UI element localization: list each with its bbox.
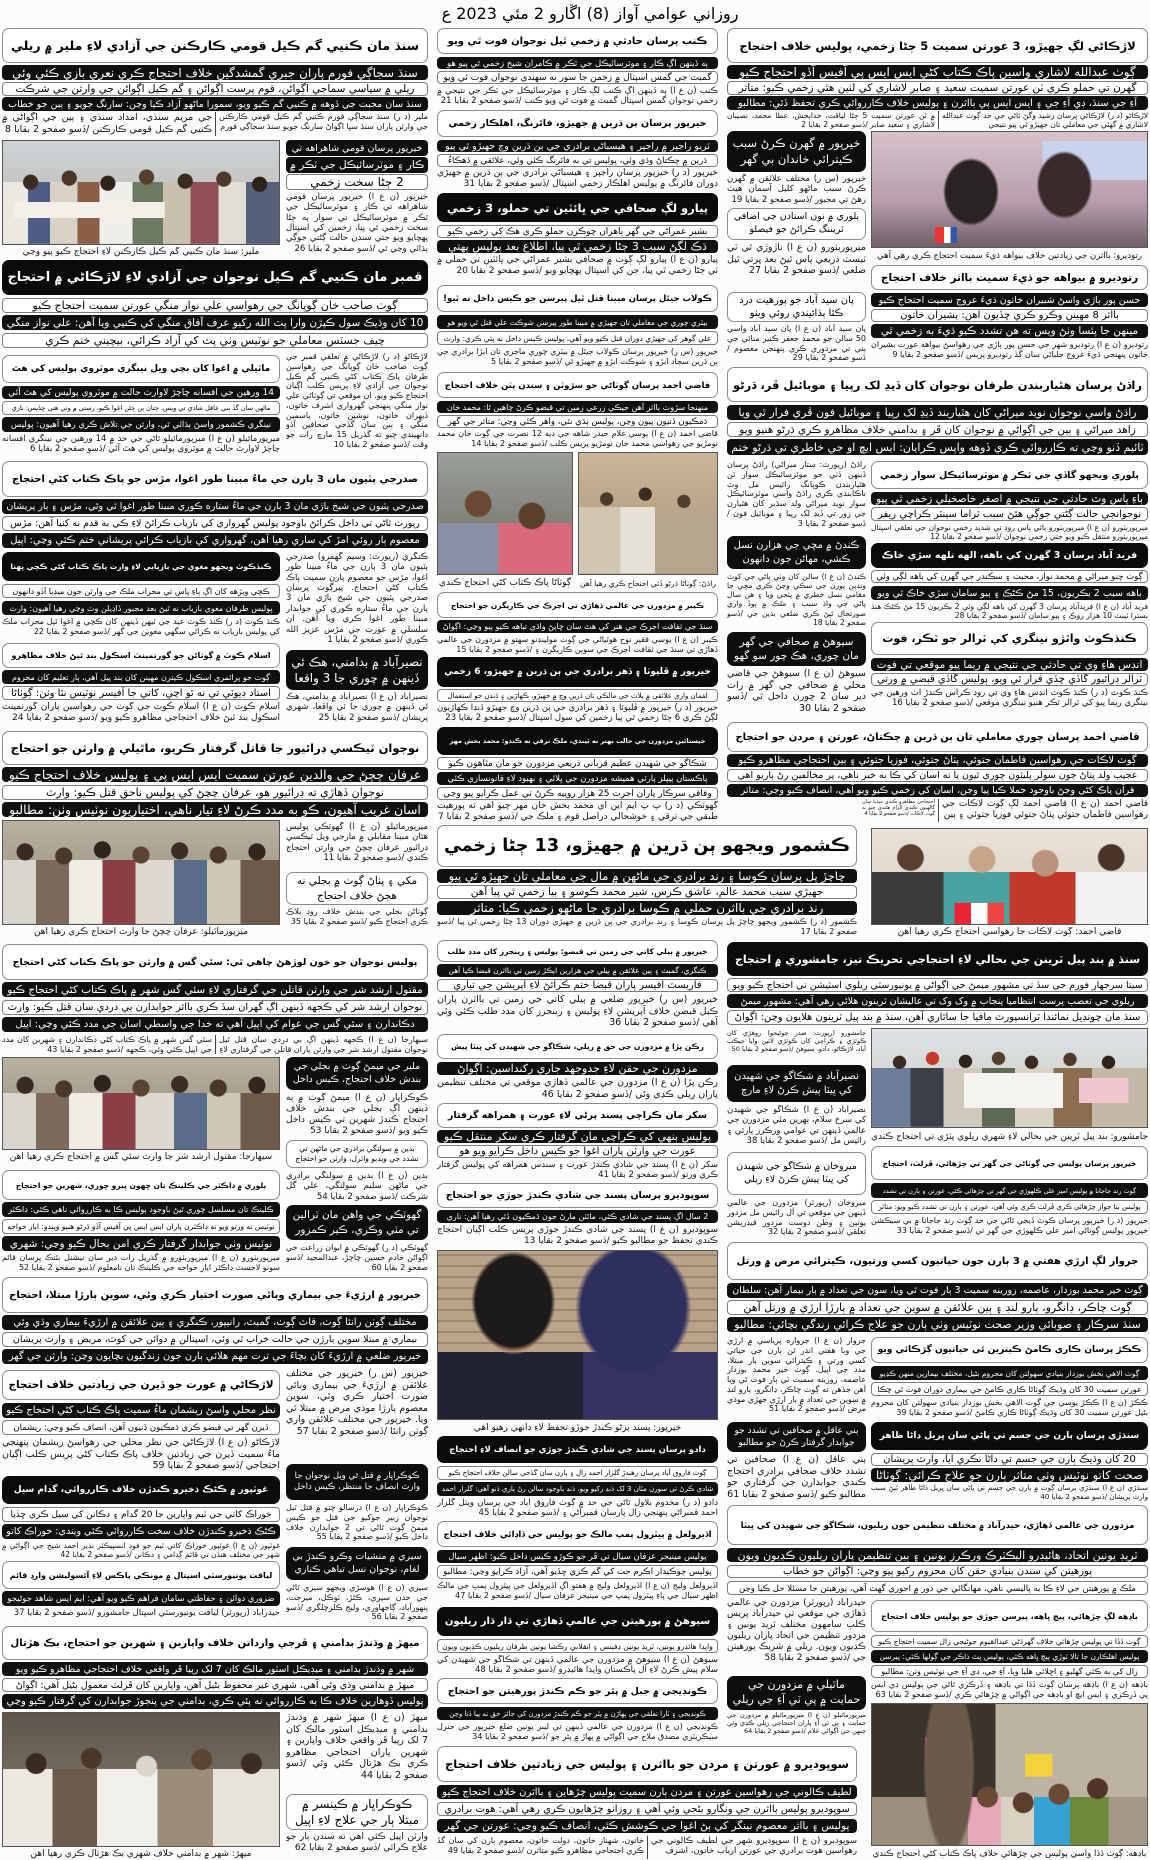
subhead: مزدورن جي حقن لاءِ جدوجهد جاري رکنداسين: اڳواڻ [437,1062,718,1075]
photo-caption: رتوديرو: بااثرن جي زيادتين خلاف بيواهه ڌيءَ سميت احتجاج ڪري رهي آهي [877,250,1142,261]
body-text: ميرپوربٺورو (ن ع ا) ناڙوڙي ٿي ٽي ٽيسٽ ذريعي پاس ٿيڻ بعد ڀرتي ٿيل ضلعي /ڏسو صفحو 2 بقايا 27 [727,242,866,277]
headline: سکر مان ڪراچي پسند پرڻي لاءِ عورت ۽ همراهه گرفتار [437,1103,718,1128]
body-text: دادو (د ر) مخدوم بلاول ٿاڻي جي حد ۾ ڳوٺ فاروق آباد جي پرسان ويٺل گلزار احمد قمبراڻي پنهنجي زال پارسان قمبراڻي ۽ /ڏسو صفحو 2 بقايا 45 [437,1498,718,1518]
subhead: بيماري ۾ مبتلا سوين ٻارڙن جي حالت خراب ٿي وئي، اسپتالن ۾ دوائن جي کوٽ، مريض ۽ وارث پريشان [2,1332,428,1347]
brief-title: بدين ۾ سولنگي برادري جي ماڻهن تي تشدد جي ويڊيو وائرل، وارثن جو احتجاج [286,1140,428,1168]
subhead: سيتا سرجهار فورم جي سڏ تي مشهور ميمڻ جي اڳواڻي ۾ يونيورسٽي ريلوي اسٽيشن تي احتجاج ڪيو ويو [727,978,1148,992]
headline: سنڌڙي پرسان ٻارن جي جسم تي پاڻي سان ڀريل داڻا ظاهر [871,1422,1148,1450]
subhead: ميهڙ ۾ بدامني وڌي وئي آهي، شهري غير محفوظ بڻيل آهن، واپارين کان ڦرلٽ معمول بڻيل آهي: اڳواڻ [2,1678,428,1692]
headline: خيرپور ۾ ارڙيءَ جي بيماري وبائي صورت اختيار ڪري وئي، سوين ٻارڙا مبتلا، احتجاج [2,1277,428,1313]
subhead: ڳوٺ چنو ميراڻي ۾ محمد نواز، محبت ۽ سڪندر جي گهرن کي باهه لڳي وئي [871,570,1148,583]
body-text: سيري (ن ع ا) هوسڙي ويجهو سيري ٿاڻي جي حدن سيري، ڪٿڙ، ٽوڪل، ميرجت، پنهورآباد، ڳاجهاوري، وليج ڪلرچلگري /ڏسو صفحو 2 بقايا 56 [286,1583,428,1622]
subhead: بااثر 8 مهينن وڪرو ڪري ڇڏيون آهن: بشيران خاتون [871,309,1148,322]
subhead: ڪلينڪ تان مسلسل چوري ٿيڻ باوجود پوليس ڪا به ڪارروائي ناهي ڪئي: ڊاڪٽر [2,1202,280,1217]
subhead: لقمان واري علائقي ۾ پلاٽ جي مالڪي تان ڌرين وچ ۾ جهيڙو، ڪهاڙين ۽ ڏنڊن جو استعمال [437,689,718,702]
subhead: ڳوٺ عبدالله لاشاري واسين پاڪ ڪتاب کڻي ايس ايس پي آفيس آڏو احتجاج ڪيو [727,65,1148,79]
subhead: سنڌ سان محبت جي ڏوهه ۾ ڪنيي گم ڪيو ويو، سمورا ماڻهو آزاد ڪيا وڃن: سارنگ جويو ۽ ٻين جو خطاب [2,97,428,111]
brief-title: ميروخان ۾ شڪاگو جي شهيدن کي ڀيٽا پيش ڪرڻ لاءِ ريلي [727,1152,866,1195]
subhead: بشير عمراڻي جي گهر ٻاهران چوڪرن حملو ڪري هڪ کي زخمي ڪيو [437,225,718,238]
body-text: خيرپور (س ر) خيرپور ضلعي ۾ ٻيلي کاتي جي زمين تي بااثرن پاران ڪيل قبضن خلاف آپريشن لاءِ پوليس ۽ رينجرز کان مدد طلب ڪئي وئي آهي /ڏسو صفحو 2 بقايا 36 [437,994,718,1029]
subhead: ڳوٺ ڏڏا تي پوليس چڙهائي خلاف گهرڌڻي عبدالقيوم جوڻيجي زال سميت احتجاج ڪيو [871,1635,1148,1648]
subhead: سنڌ مان چونڊيل نمائندا ٽرانسپورٽ مافيا جا ساٿاري آهن، سنڌ ۾ بند پيل ٽرينون هلايون وڃن: اڳواڻ [727,1010,1148,1025]
headline: لياقت يونيورسٽي اسپتال ۾ مونڪي پاڪس لاءِ آئسوليشن وارڊ قائم [2,1561,280,1589]
headline: باڊهه لڳ چڙهائي، پيچ ڀاهه، پيرسن جوڙي جو پوليس خلاف احتجاج [871,1600,1148,1632]
subhead: صحت کاتو نوٽيس وٺي متاثر ٻارن جو علاج ڪرائي: ڳوٺاڻا [871,1468,1148,1482]
body-text: احتجاجي مظاهرو ڪندي ميڊيا سان ڳالهيون ڪندي الزام هڻندي چيو ته ڳوٺ لاڪات /ڏسو صفحو 2 بقايا 4 [862,799,935,818]
brief-title: نصيرآباد ۾ بدامني، هڪ ئي ڏينهن ۾ چوري جا 3 واقعا [286,650,428,690]
body-text: ملير (د ر) سنڌ سجاڳي فورم ڪنيي گم ڪيل قومي ڪارڪنن جي وارثن پاران سنڌ سڀا اڳواڻ سارنگ جويو سنڌ سجاڳي فورم [215,112,428,136]
body-text: لاڙڪاڻو (ن ع ا) لاڙڪاڻي جي نظر محلي جي رهواسڻ ريشمان پنهنجي ماءُ سميت ڏيرن جي زيادتين خلاف پاڪ ڪتاب کڻي پريس ڪلب اڳيان احتجاجي /ڏسو صفحو 2 بقايا 59 [2,1437,280,1472]
subhead: نظر محلي واسڻ ريشمان ماءُ سميت پاڪ ڪتاب کڻي احتجاج ڪيو [2,1403,280,1418]
headline: جروار لڳ ارڙي هفتي ۾ 3 ٻارن جون حياتيون کسي ورتيون، ڪيترائي مرض ۾ ورتل [727,1242,1148,1280]
subhead: ٽرالر ڊرائيور گاڏي ڇڏي فرار ٿي ويو، پوليس گاڏي قبضي ۾ ورتي [871,673,1148,686]
headline: رڪن پڙا ۾ مزدورن جي حق ۾ ريلي، شڪاگو جي شهيدن کي ڀيٽا پيش [437,1034,718,1059]
body-text: ميرپورماٿيلو (ن ع ا) ميرپورماٿيلو ۾ مزدورن جي حمايت ۽ پي ٽي آءِ پاران احتجاجي ريلي ڪڍي وئي جنهن جي اڳواڻي غلام /ڏسو صفحو 2 بقايا 64 [727,1712,866,1735]
headline: سنڌ مان ڪنيي گم ڪيل قومي ڪارڪنن جي آزادي لاءِ ملير ۾ ريلي [2,28,428,63]
subhead: مختلف ڳوٺن رانئا ڳوٺ، قاٽ ڳوٺ، گمبٽ، رانيپور، ڪنگري ۽ ٻين علائقن ۾ ارڙيءَ بيماري وڌي وئي [2,1315,428,1330]
body-text: خاتون، شهناز خاتون، دولت خاتون، معصوم ٻارن کي سان گڏ ڪري احتجاجي مظاهرو ڪيو متاثرن /ڏسو صفحو 2 بقايا 49 [437,1836,644,1855]
subhead: شادي ڪرڻ تي سورن مٿان 3 لک ڏنڊ رکيو ويو، ڏنڊ باوجود سالن رڻ ٻاري ڏنو آهي: گلزار احمد [437,1482,718,1496]
subhead: ڌرين ۾ چڪتاڻ وڌي وئي، پوليس تي به فائرنگ ڪئي وئي، علائقي ۾ ڏهڪاءُ [437,154,718,167]
news-photo [871,1028,1148,1128]
subhead: خيرپور ضلعي ۾ ارڙيءَ کان بچاءَ جي ترت مهم هلائي ٻارن جون زندگيون بچايون وڃن: وارثن جي گهر [2,1349,428,1364]
subhead: ريلوي جي تعصب پرست انتظاميا پنجاب ۾ وک وک تي عاليشان ٽرينون هلائي رهي آهي: مشهور ميمڻ [727,994,1148,1008]
photo-caption: سيهارجا: مقتول ارشد شر جا وارث سئي گس ۾ احتجاج ڪري رهيا آهن [9,1152,273,1162]
body-text: ڪشمور (د ر) ڪشمور ويجهو چاچڙ پل پرسان ڪوسا ۽ رند برادري جي ٻن ڌرين ۾ جهيڙي دوران 13 ڄڻا زخمي ٿي پيا /ڏسو صفحو 2 بقايا 17 [437,917,857,936]
headline: ٻلوري ويجهو گاڏي جي ٽڪر ۾ موٽرسائيڪل سوار زخمي [871,461,1148,489]
body-text: نصيرآباد (ن ع ا) نصيرآباد ۾ بدامني، هڪ ئي ڏينهن ۾ چوري جا ٽي واقعا، شهري پريشان /ڏسو صفحو 2 بقايا 25 [286,692,428,723]
headline: اسلام ڪوٽ ۾ ڳوٺاڻن جو گورنمينٽ اسڪول بند ٿيڻ خلاف مظاهرو [2,643,280,668]
body-text: ميهڙ (ن ع ا) ميهڙ شهر ۾ وڌندڙ بدامني ۽ ميڊيڪل اسٽور مالڪ کان 7 لک رپيا ڦر واقعي خلاف واپارين ۽ شهرين پاران احتجاجي مظاهرو ڪري بڪ هڙتال ڪئي وئي /ڏسو صفحو 2 بقايا 44 [286,1712,428,1781]
headline: قاضي احمد پرسان چوري معاملي تان ٻن ڌرين ۾ چڪتاڻ، عورتن ۽ مردن جو احتجاج [727,722,1148,752]
body-text: ڪنگري (رپورٽ: وسيم گهمرو) صدرجي پٽيون مان 3 ٻارن جي ماءُ مبينا طور اغوا، مڙس جو معصوم ٻارن سميت پاڪ ڪتاب کڻي احتجاج. پيرڳوٺ پرسان صدرجي پٽيون جي شيخ ٻاڙي مان 3 ٻارن جي ماءُ ستاره ڪوري کي جوابدار مبينا طور اغوا ڪري ويا آهن. ان سلسلي ۾ عورت جي مڙس عزيز الله ڪوري /ڏسو صفحو 2 بقايا 1 [286,552,428,645]
headline: پيارو لڳ صحافي جي ڀائٽين تي حملو، 3 زخمي [437,193,718,222]
subhead: پوليس ٻنهي کي ڪراچي مان گرفتار ڪري سکر منتقل ڪيو [437,1130,718,1143]
news-photo [871,1703,1148,1846]
body-text: خيرپور (د ر) خيرپور پرسان ڪوٽ ڏيجي ٿاڻي جي حد ڳوٺ رند جاجانا ۾ بي سيڪشن خيرپور پوليس ڳوٺاڻي امير علي ڪلهوڙي جي گهر تي /ڏسو صفحو 2 بقايا 33 [871,1216,1148,1235]
headline: ميهڙ ۾ وڌندڙ بدامني ۽ ڦرجي وارداتن خلاف واپارين ۽ شهرين جو احتجاج، بڪ هڙتال [2,1626,428,1660]
subhead: رند برادري جي بااثرن حملي ۾ ڪوسا برادري جا ماڻهو زخمي ڪيا: متاثر [437,901,857,915]
headline: ڪشمور ويجهو ٻن ڌرين ۾ جهيڙو، 13 ڄڻا زخمي [437,825,857,867]
photo-caption: ميهڙ: شهر ۾ بدامني خلاف شهري بڪ هڙتال ڪري رهيا آهن [30,1849,252,1859]
subhead: نوٽيس نه ورتو ويو ته ڊاڪٽرن پاران ايس ايس پي آفيس آڏو ڌرڻو هنيو ويندو: اياز خواجه [2,1219,280,1234]
headline: پوليس نوجوان جو خون لوڙهڻ چاهي ٿي: سئي گس ۾ وارثن جو پاڪ ڪتاب کڻي احتجاج [2,944,428,980]
subhead: نوجوان ارشد شر کي ڪجهه ڏينهن اڳ گهران سڏ ڪري بااثر جوابدارن بي دردي سان قتل ڪيو: وارث [2,1000,428,1015]
photo-caption: قاضي احمد: ڳوٺ لاڪات جا رهواسي احتجاج ڪري رهيا آهن [897,927,1122,937]
brief-title: نصيرآباد ۾ شڪاگو جي شهيدن کي ڀيٽا پيش ڪرڻ لاءِ مارچ [727,1065,866,1102]
headline: خيرپور پرسان پوليس جي ڳوٺاڻي جي گهر تي چڙهائي، ڦرلٽ، احتجاج [871,1146,1148,1180]
brief-title: گهوٽڪي جي واهن مان ٽرالين تي مٽي وڪري، ڪير ڪمزور [286,1205,428,1240]
body-text: ڪنڌ ڪوٽ (د ر) ڪنڌ ڪوٽ انڊس هاءِ وي تي روڊ ڪراس ڪندڙ اٺ ورهين جي نينگري ريما پيو کي ٽرالر ٽڪر هنيو نينگري موقعي /ڏسو صفحو 2 بقايا 16 [871,688,1148,709]
subhead: نوٽيس وٺي جوابدار گرفتار ڪري امن بحال ڪيو وڃي: شهري [2,1236,280,1251]
body-text: رڪن پڙا (ن ع ا) مزدورن جي عالمي ڏهاڙي موقعي تي مختلف تنظيمن پاران ريلي ڪڍي وئي /ڏسو صفحو 2 بقايا 46 [437,1077,718,1100]
body-text: جي مريم سنڌي، امداد سنڌي ۽ ٻين جي اڳواڻي ۾ ڪنيي گم ڪيل قومي ڪارڪنن /ڏسو صفحو 2 بقايا 8 [2,112,212,135]
body-text: ميرپورماٿيلو (ن ع ا) ميرپورماٿيلو ٿاڻي جي حد ۾ 14 ورهين جي نينگري افسانه چاچڙ لاوارث حالت ۾ موٽروي پوليس کي هٿ آئي /ڏسو صفحو 2 بقايا 6 [2,434,280,455]
subhead: زاهد ميراڻي ۽ ٻين جي اڳواڻي ۾ نوجوان کان ڦر ۽ بدامني خلاف مظاهرو ڪري ڌرڻو هنيو ويو [727,422,1148,437]
subhead: ڪچي ويڙهه کان اڳ ٻاءِ پاس تي محراب ملڪ جي وارثن جون ميڊيا آڏو دانهون [2,584,280,598]
brief-title: ڪوڪراڀار ۾ ڪينسر ۾ مبتلا ٻار جي علاج لاءِ اپيل [286,1794,428,1830]
subhead: ڌڪ لڳڻ سبب 3 ڄڻا زخمي ٿي پيا، اطلاع بعد پوليس پهتي [437,240,718,253]
body-text: حيدرآباد (رپورٽر) مزدورن جي عالمي ڏهاڙي جي موقعي تي حيدرآباد پريس ڪلب سامهون مختلف ٽريڊ يونين ۽ مزدور تنظيمن جي اتحاد پاران ريليون ڪڍيون ويون. ريلي ۾ شريڪ پورهيتن جي /ڏسو صفحو 2 بقايا 58 [727,1598,866,1663]
headline: ماٿيلي ۾ اغوا کان بچي ويل نينگري موٽروي پوليس کي هٿ [2,355,280,383]
body-text: سوڀوديرو (ن ع ا) سوڀوديرو شهر جي لطيف ڪالوني جي رهواسين هوت برادري جي عورتن ارباب خاتون، اشرف [647,1836,857,1859]
body-text: نصيرآباد (ن ع ا) شڪاگو جي شهيدن کي سرخ سلام، ٻهرين مئي مزدورن جي عالمي ڏينهن تي عوامي ورڪرز پارٽي ۽ رائيس مل /ڏسو صفحو 2 بقايا 38 [727,1105,866,1147]
body-text: بدين (ن ع ا) بدين ۾ سولنگي برادري جي ماڻهن سليم سولنگي، علي گل شرڪت /ڏسو صفحو 2 بقايا 54 [286,1171,428,1202]
body-text: ڪنب (ن ع ا) ٻه ڏينهن اڳ ڪنب لڳ ڪار ۽ موٽرسائيڪل جي ٽڪر جي نتيجي ۾ زخمي نوجوان گمس اسپتال گمبٽ ۾ فوت ٿي ويو ڪنب /ڏسو صفحو 2 بقايا 21 [437,86,718,107]
brief-title: سيري ۾ منشيات وڪرو ڪندڙ بي لغام، نوجوان نسل تباهي ڪناري [286,1547,428,1580]
body-text: ڪوڪراڀار (ن ع ا) درسالو چنو ۾ قتل ٿيل نوجوان زبير جوکيو جي قتل جو ڪيس ميمڻ ڳوٺ ٿاڻي تي 2 جوابدارن خلاف داخل ڪيو /ڏسو صفحو 2 بقايا 55 [286,1503,428,1542]
body-text: خيرپور (د ر) خيرپور پرسان راجپر ۽ هيسباڻي برادري جي ٻن ڌرين ۾ جهيڙي دوران فائرنگ ۾ پوليس اهلڪار زخمي اسپتال /ڏسو صفحو 2 بقايا 31 [437,168,718,189]
photo-caption: ملير: سنڌ مان ڪنيي گم ڪيل ڪارڪنن لاءِ احتجاج ڪيو پيو وڃي [22,247,260,257]
headline: سوڀوديرو ۾ عورتن ۽ مردن جو بااثرن ۽ پوليس جي زيادتين خلاف احتجاج [437,1746,857,1782]
headline: دادو پرسان پسند جي شادي ڪندڙ جوڙي جو انصاف لاءِ احتجاج [437,1436,718,1463]
subhead: ڪڻڪ ذخيرو ڪندڙن خلاف سخت ڪارروائي ڪئي ويندي: خوراڪ کاتو [2,1524,280,1539]
brief-title: ٻلوري ۾ نون استادن جي اضافي ٽريننگ ڪرائڻ جو فيصلو [727,208,866,240]
body-text: خيرپور (ن ع ا) خيرپور پرسان قومي شاهراهه تي ڪار ۽ موٽرسائيڪل جي ٽڪر ۾ موٽرسائيڪل تي سوار ٻه ڄڻا سخت زخمي ٿي پيا، زخمين کي اسپتال پهچايو ويو جتي سندن حالت ڳڻتي جوڳي ٻڌائي وڃي ٿي /ڏسو صفحو 2 بقايا 26 [286,192,428,254]
subhead: ملڪ ۾ پورهيتن جي لاءِ ڪا به پاليسي ناهي، مهانگائي جي دور ۾ اجوري گهٽ آهي، پورهيتن جا مسئلا حل ڪيا وڃن [727,1581,1148,1595]
headline: اڏيرولعل ۾ پيٽرول پمپ مالڪ جو پوليس جي ڏاڍائي خلاف احتجاج [437,1521,718,1547]
body-text: جروار (ن ع ا) جرواره پرياسي ۾ ارڙي جي وبا هفتي اندر ٽن ٻارن جي حياتي کسي ورتي ۽ ڪيترائي سوين ٻار مبتلا، مدد جي اپيل. ڳوٺ خير محمد بوزدار عاصمه، زورينه سميت ٽي ٻار فوت ٿي ويا آهن جڏهن ته ڳوٺ چاڪر، ڊانگرو، ٻارو لنڊ ۾ سوين جي تعداد ۾ ٻار ارڙي جهڙي موذي مرض /ڏسو صفحو 2 بقايا 51 [727,1336,866,1414]
body-text: رتوديرو (ن ع ا) رتوديرو شهر جي حسن پور ٻاڙي جي رهواسڻ بيواهه عورت بشيران خاتون پنهنجي ڌيءَ عروج جلباڻي سان گڏ رتوديرو پريس /ڏسو صفحو 2 بقايا 9 [871,340,1148,359]
headline: ڪيبر ۾ مزدورن جي عالمي ڏهاڙي تي اجرڪ جي ڪاريگرن جو احتجاج [437,592,718,618]
brief-title: ملير جي ميمڻ ڳوٺ ۾ بجلي جي بندش خلاف احتجاج، ڪيس داخل [286,1057,428,1090]
subhead: وفاقي سرڪار پاران اجرت 25 هزار روپيه ڪرڻ تي عمل ڪرايو پيو وڃي [437,787,718,800]
body-text: حيدرآباد (رپورٽر) لياقت يونيورسٽي اسپتال جامشورو /ڏسو صفحو 2 بقايا 37 [13,1608,280,1618]
news-photo [871,131,1148,248]
headline: خيرپور ۾ ڦلپوٽا ۽ ڏهر برادري جي ٻن ڌرين ۾ جهيڙو، 6 زخمي [437,657,718,687]
news-photo [2,1712,280,1847]
subhead: 2 سال اڳ پسند جي شادي ڪئي، مائٽن مارڻ جون ڌمڪيون ڏئي رهيا آهن: ناري [437,1210,718,1223]
subhead: نوجوانجي حالت ڳڻتي جوڳي هئڻ سبب ٽراما سينٽر ڪراچي ريفر [871,507,1148,521]
news-photo [2,820,280,925]
subhead: لطيف ڪالوني جي رهواسين عورتن ۽ مردن ٻارن سميت پوليس چڙهاين ۽ بااثرن خلاف احتجاج ڪيو [437,1785,857,1799]
headline: جيستائين مزدورن جي حالت بهتر نه ٿيندي، ملڪ ترقي نه ڪندو: محمد بخش مهر [437,727,718,755]
headline: ڪنڌڪوٽ ويجهو مغوي جي بازيابي لاءِ وارث پاڪ ڪتاب کڻي ڪچي پهتا [2,552,280,581]
body-text: ڪوڪراڀار (ن ع ا) ميمڻ ڳوٺ ۾ ٻه ڏينهن اڳ بجلي جي بندش خلاف احتجاج ڪندڙ شهرين تي ڪيس داخل ڪيو ويو /ڏسو صفحو 2 بقايا 53 [286,1093,428,1136]
subhead: پورهيتن کي سندن بنيادي حقن کان محروم رکيو پيو وڃي: اڳواڻن جو خطاب [727,1565,1148,1578]
subhead: 20 کان وڌيڪ ٻارن جي جسم تي داڻا نڪري آيا، وارث پريشان [871,1453,1148,1466]
body-text: ٻني عاقل (ن ع ا) صحافين تي تشدد خلاف صحافي برادري احتجاج ڪندي جوابدارن جي گرفتاري جو مطالبو ڪيو /ڏسو صفحو 2 بقايا 61 [727,1454,866,1500]
body-text: پان سيد آباد (ن ع ا) پان سيد آباد واسي 50 سالن جو محمد جعفر ڪنير منائي جي ٻني تي مزدوري ڪري پنهنجن معصوم /ڏسو صفحو 2 بقايا 29 [727,324,866,363]
headline: ڪڪڙ پرسان ڪاري ڪامڻ ڪيترين ئي حياتيون ڳڙڪائي ويو [871,1337,1148,1363]
brief-title: مکي ۽ پٺاڻ ڳوٺ ۾ بجلي نه هجڻ خلاف احتجاج [286,872,428,905]
body-text: ڳوٺاڻن بجلي جي بندش خلاف روڊ بلاڪ ڪري احتجاج ڪيو /ڏسو صفحو 2 بقايا 35 [286,907,428,926]
body-text: ڪنڊڻ (ن ع ا) سالن کان وٺي پاڻي جي کوٽ ونڊين پورن جي سڪي وڃڻ ڪري مڇي جا مقامي نسل خطري ۾ پئجي ويا ۽ هن سال پاڻي جي واڌ سبب ۽ ملڪ ۾ ٻوڏ واري صورتحال ٿيڻ ڪري ضلعي بدين جي /ڏسو صفحو 2 بقايا 18 [727,572,866,627]
subhead: ماڻهن سان گڏ ٻني عاقل شادي تي ويس، جتان ٻن ڄڻن اغوا ڪيو، رستي ۾ وٺي هتي ڇڏيس: ناري [2,401,280,415]
brief-title: سيوهڻ ۾ صحافي جي گهر مان چوري، هڪ چور سو گهو [727,632,866,666]
subhead: فاريسٽ آفيسر پاران قبضا ختم ڪرائڻ لاءِ آپريشن جي تياري [437,979,718,992]
subhead: ڳوٺ چاڪر، ڊانگرو، ٻارو لنڊ ۽ ٻين علائقن ۾ سوين جي تعداد ۾ ٻارڙا ارڙي ۾ ورتل آهن [727,1300,1148,1315]
brief-title: ڪوڪراڀار ۾ قتل ٿي ويل نوجوان جا وارث انصاف جا منتظر، ڪيس داخل [286,1464,428,1500]
subhead: شڪاگو جي شهيدن عظيم قرباني ذريعي مزدورن جو مان مٿاهون ڪيو [437,757,718,770]
photo-caption: راڌڻ: ڳوٺاڻا ڌرڻو ڏئي احتجاج ڪري رهيا آهن [580,578,716,588]
subhead: 14 ورهين جي افسانه چاچڙ لاوارث حالت ۾ موٽروي پوليس کي هٿ آئي [2,386,280,399]
headline: قمبر مان ڪنيي گم ڪيل نوجوان جي آزادي لاءِ لاڙڪاڻي ۾ احتجاج [2,260,428,295]
body-text: راڌڻ (رپورٽ: ستار ميراڻي) راڌڻ پرسان ڏينهن ڏٺي جو موٽرسائيڪل سوار ٽن هٿياربندن ڪوپانگ رائيس مل وٽ ناڪابندي ڪري راڌڻ واسي موٽرسائيڪل سوار نويد ميراڻي ولد سڌير کان هٿيارن جي زور تي ڏيڍ لک رپيا ۽ موبائيل فون /ڏسو صفحو 2 بقايا 3 [727,460,866,528]
headline: خيرپور پرسان ٻن ڌرين ۾ جهيڙو، فائرنگ، اهلڪار زخمي [437,110,718,137]
brief-title: 2 ڄڻا سخت زخمي [286,174,428,190]
subhead: مقتول ارشد شر جي وارثن قاتلن جي گرفتاري لاءِ سئي گس شهر ۾ پاڪ ڪتاب کڻي احتجاج ڪيو [2,982,428,997]
subhead: ڳوٺ رند جاجانا ۾ پوليس امير علي ڪلهوڙي جي گهر تي چڙهائي ڪئي، عورتن ۽ ٻارن تي تشدد [871,1183,1148,1198]
brief-title: خيرپور پرسان قومي شاهراهه تي [286,140,428,156]
headline: راڌڻ پرسان هٿياربندن طرفان نوجوان کان ڏيڍ لک رپيا ۽ موبائيل ڦر، ڌرڻو [727,367,1148,402]
body-text: وارثن اپيل ڪئي آهي ته سندن ٻار جو علاج ڪرائي /ڏسو صفحو 2 بقايا 62 [286,1832,428,1853]
subhead: ٽريو راجپر ۾ راجپر ۽ هيسباڻي برادري جي ٻن ڌرين وچ جهيڙو ٿي پيو [437,140,718,152]
body-text: ڪونڊيجي (ن ع ا) مزدورن جي عالمي ڏينهن تي ليبر يونين ضلع خيرپور جي جنرل سيڪريٽري مصدق ملاح جي اڳواڻي ۾ پهاڙ ۾ پٿر جو /ڏسو صفحو 2 بقايا 34 [437,1722,718,1741]
subhead: پوليس ۽ بااثر معصوم نينگر کي ٻڻ اغوا جي ڪوشش ڪئي، انصاف ڪيو وڃي: عورتن جي گهر [437,1819,857,1833]
brief-title: پان سيد آباد جو پورهيت درد ڪٿا ٻڌائيندي روئي ويٺو [727,292,866,322]
brief-title: خيرپور ۾ گهرن ڪرڻ سبب ڪيترائي خاندان بي گهر [727,131,866,172]
subhead: صدرجي پٽيون جي شيخ ٻاڙي مان 3 ٻارن جي ماءُ ستاره ڪوري مبينا طور اغوا ٿي وئي، مڙس ۽ ٻار پريشان [2,499,428,514]
body-text: قاضي احمد (ن ع ا) قاضي احمد لڳ ڳوٺ لاڪات جي رهواسين فاطمان جتوئي پٺاڻ جتوئي فوزيا جتوئي ۽ ٻين [938,799,1148,822]
body-text: ۾ ٽن عورتن سميت 5 ڄڻا لياقت، خدابخش، عطا محمد، نصيبان لاشاري ۽ سعيد صابر /ڏسو صفحو 2 بقايا 2 [727,111,935,129]
subhead: باهه سبب 2 بڪريون، 15 مڻ ڪڻڪ ۽ ٻيو سامان سڙي خاڪ ٿي ويو [871,586,1148,600]
subhead: آءِ جي سنڌ، ڊي آءِ جي ۽ ايس ايس پي بااثرن ۽ پوليس خلاف ڪارروائي ڪري تحفظ ڏئي: مطالبو [727,96,1148,110]
subhead: علي گوهر کي جهيڙي دوران قتل ڪيو ويو آهي، پوليس ڪيس داخل نه پئي ڪري: وارث [437,331,718,345]
subhead: پوليس مينيجر عرفان سيال تي ڦر جو ڪوڙو ڪيس داخل ڪيو: اظهر سيال [437,1550,718,1563]
body-text: ميرپورماٿيلو (ن ع ا) گهوٽڪي پوليس هٿان مبينا مقابلي ۾ مارجي ويل ٽيڪسي ڊرائيور عرفان چچڻ جي وارثن احتجاج ڪندي /ڏسو صفحو 2 بقايا 11 [286,822,428,864]
subhead: اسان غريب آهيون، ڪو به مدد ڪرڻ لاءِ تيار ناهي، اختياريون نوٽيس وٺن: مطالبو [2,802,428,817]
subhead: ڪونڊيجي ۽ ٽارا تعلقي جي پهاڙن ۾ پٿر جو ڪم ڪندڙ مزدورن کي جائز حق نه پيا ڏنا وڃن [437,1707,718,1720]
subhead: سنڌ جي ثقافت اجرڪ جي هنر کي هٿ سان ڇاپڻ واڌي تباهه ڪيو پيو وڃي: اڳواڻ [437,620,718,633]
subhead: ڳوٺ جو پرائمري اسڪول ڪيترن مهينن کان بند پيل آهي، ٻار تعليم کان محروم [2,670,280,684]
photo-caption: جامشورو: بند پيل ٽرينن جي بحالي لاءِ شهري ريلوي پٽڙي تي احتجاج ڪندي [871,1131,1148,1142]
body-text: اڏيرولعل وليج (ن ع ا) اڏيرولعل وليج ۾ هفتو اڳ اڏيرولعل جي پيٽرول پمپ جي مالڪ اظهر سيال جي پاءِ پيٽرول پمپ جي مينيجر عرفان سيال /ڏسو صفحو 2 بقايا 47 [437,1581,718,1600]
subhead: راڌڻ واسي نوجوان نويد ميراڻي کان هٿياربند ڏيڍ لک رپيا ۽ موبائيل فون ڦري فرار ٿي ويا [727,405,1148,420]
body-text: لاڙڪاڻو (د ر) لاڙڪاڻي ۾ تعلقي قمبر جي ڳوٺ صاحب خان ڳوپانگ جي رهواسين طرفان پاڪ ڪتاب کڻي ڪنيي گم ڪيل نوجوان جي آزادي لاءِ پريس ڪلب اڳيان احتجاج ڪيو ويو. ان موقعي تي ڳوٺاڻي علي نواز منگي پنهنجي گهرواري اشرف خاتون، ڏيهران خاتون، نوشين خاتون، ياسمين منگي ۽ ٻين سان گڏجي صحافين آڏو دانهيندي چيو ته گذريل 15 مارچ رات جو وقت /ڏسو صفحو 2 بقايا 10 [286,352,428,449]
subhead: عورت جي وارثن پاران اغوا جو ڪيس داخل ڪرايو ويو هو [437,1145,718,1158]
headline: خيرپور ۾ ٻيلي کاتي جي زمين تي قبضو: پوليس ۽ رينجرز کان مدد طلب [437,940,718,962]
subhead: سنڌ سجاڳي فورم پاران جبري گمشدگين خلاف احتجاج ڪري نعري بازي ڪئي وئي [2,65,428,80]
body-text: ڪيبر (ن ع ا) يوسي فقير نوح هوٿياڻي جي ڳوٺ مولينڊنو سهتو ۾ مزدورن جي عالمي ڏهاڙي تي سنڌ جي ثقافت اجرڪ جي سوين ڪاريگرن ۽ /ڏسو صفحو 2 بقايا 15 [437,635,718,654]
body-text: پيارو (ن ع ا) پيارو لڳ ڳوٺ ۾ صحافي بشير عمراڻي جي ڀائٽين تي حملي ۾ ٽي ڄڻا زخمي ٿي پيا، جن کي اسپتال پهچايو ويو /ڏسو صفحو 2 بقايا 20 [437,255,718,276]
body-text: خيرپور (د ر) خيرپور ۾ ڦلپوٽا ۽ ڏهر برادري جي ٻن ڌرين وچ جهيڙو ڏنڊا ڪهاڙيون لڳڻ ڪري 6 ڄڻا زخمي ٿي پيا زخمين کي سول اسپتال /ڏسو صفحو 2 بقايا 23 [437,703,718,724]
body-text: غوٽپور (ن ع ا) غوٽپور خوراڪ کاتي ٽيم جو فوڊ انسپيڪٽر نذير احمد شيخ جي اڳواڻي ۾ شهر جي مختلف هنڌن تي قائم گدامن ۽ دڪانن /ڏسو صفحو 2 بقايا 42 [2,1541,280,1559]
subhead: عورتن سميت 30 کان وڌيڪ ڳوٺاڻا ڪاري ڪامڻ جي بيماري دوران فوت ٿي چڪا [871,1382,1148,1396]
headline: ڪونڊيجي ۾ جبل ۾ پٿر جو ڪم ڪندڙ پورهيتن جو احتجاج [437,1678,718,1704]
subhead: ريلي ۾ سياسي سماجي اڳواڻن، قوم پرست اڳواڻن ۽ گم ڪيل اڳواڻن جي وارثن جي شرڪت [2,82,428,96]
subhead: منهنجا سڙوٽ بااثر آهن جيڪي زرعي زمين تي قبضو ڪرڻ چاهين ٿا: محمد خان [437,401,718,413]
subhead: ڳوٺ فاروق آباد پرسان رهندڙ گلزار احمد زال ۽ ٻارن سان گڏجي سالن خلاف احتجاج ڪيو [437,1466,718,1480]
subhead: سوڀوديرو پوليس بااثرن جي ونگارو بڻجي وئي آهي ۽ روزانو چڙهايون ڪري رهي آهي: هوت برادري [437,1802,857,1816]
headline: لاڙڪاڻي ۾ عورت جو ڏيرن جي زيادتين خلاف احتجاج [2,1370,280,1400]
subhead: واپڊا هائڊرو يونين، ٽريڊ يونين ڊفينس ۽ انقلابي رڪشا يونين طرفان ريليون ڪڍيون ويون [437,1639,718,1653]
headline: مزدورن جي عالمي ڏهاڙي، حيدرآباد ۾ مختلف تنظيمن جون ريليون، شڪاگو جي شهيدن کي ڀيٽا [727,1505,1148,1545]
subhead: پوليس بنا جواز چڙهائي ڪري ڦرلٽ ڪري وئي آهي، عورتن ۽ ٻارن تي تشدد ڪيو ويو: متاثر [871,1200,1148,1214]
subhead: دڪاندارن ۽ سئي گس جي عوام کي اپيل آهي ته خدا جي واسطي اسان جي مدد ڪئي وڃي: اپيل [2,1017,428,1032]
body-text: لاڙڪاڻو (د ر) لاڙڪاڻي پرسان رشيد وگڻ ٿاڻي جي حد ڳوٺ عبدالله لاشاري ۾ گهٽي جي معاملي تان جهيڙو ٿي پيو نتيجي [938,111,1148,129]
subhead: معصوم ٻار روئي امڙ کي ساري رهيا آهن، گهرواري کي بازياب ڪرائي پريشاني ختم ڪئي وڃي: اپيل [2,533,428,548]
news-photo [2,1057,280,1150]
photo-caption: ڳوٺاڻا پاڪ ڪتاب کڻي احتجاج ڪندي [438,578,572,588]
news-photo [2,140,280,245]
subhead: پوليس ڏوهارين خلاف ڪا به ڪارروائي نه پئي ڪري، بدامني جي پنجوڙ جوابدارن کي گرفتار ڪيو وڃي [2,1694,428,1709]
brief-title: ماٿيلي ۾ مزدورن جي حمايت ۾ پي ٽي آءِ جي ريلي [727,1676,866,1710]
body-text: خيرپور (س ر) خيرپور پرسان ڪولاب جيئل ۾ بيٽري چوري ماجري تان ابڙا برادري جي ٻن ڌرين سجاد ابڙو ۽ شوڪت ابڙو ۾ جهيڙو ٿي /ڏسو صفحو 2 بقايا 5 [437,347,718,366]
photo-caption: ميرپورماٿيلو: عرفان چچڻ جا وارث احتجاج ڪري رهيا آهن [33,927,249,937]
subhead: ڳوٺ لاڪات جي رهواسين فاطمان جتوئي، پٺاڻ جتوئي، فوزيا جتوئي ۽ ٻين احتجاجي مظاهرو ڪيو [727,754,1148,767]
body-text: سوڀوديرو (ن ع ا) پسند جي شادي ڪندڙ جوڙي پريس ڪلب اڳيان احتجاج ڪندي تحفظ جو مطالبو ڪيو /ڏسو صفحو 2 بقايا 13 [437,1225,718,1246]
headline: قاضي احمد پرسان ڳوٺاڻي جو سڙوٽن ۽ سندن پٽن خلاف احتجاج [437,372,718,398]
body-text: اسلام ڪوٽ (ن ع ا) اسلام ڪوٽ جي ڳوٺ جي رهواسين پاران گورنمينٽ اسڪول بند ٿيڻ خلاف احتجاجي مظاهرو ڪيو ويو /ڏسو صفحو 2 بقايا 24 [2,702,280,723]
subhead: بيٽري چوري جي معاملي تان جهيڙي ۾ مبينا طور پيرسن شوڪت علي قتل ٿي ويو هو [437,315,718,329]
news-photo [871,828,1148,925]
photo-caption: خيرپور: پسند پرڻو ڪندڙ جوڙو تحفظ لاءِ دانهي رهيو آهي [473,1423,682,1433]
headline: غوٽپور ۾ ڪڻڪ ذخيرو ڪندڙن خلاف ڪارروائي، گدام سيل [2,1476,280,1504]
subhead: ڏيرن گهر تي قبضو ڪري ڌمڪيون ڏنيون آهن، انصاف ڪيو وڃي: ريشمان [2,1420,280,1435]
body-text: قاضي احمد (ن ع ا) يوسي غلام حيدر شاهه جي ديه 12 نصرت جي ڳوٺ خان محمد نومڙيو جي رهواسي محمد خان نومڙيو پريس ڪلب /ڏسو صفحو 2 بقايا 14 [437,429,718,448]
subhead: ڳوٺ الاهي بخش بوزدار بنيادي سهولتن کان محروم بڻيل، مختلف بيمارين منهن ڪڍيو [871,1366,1148,1380]
body-text: باڊهه (ن ع ا) باڊهه پرسان ڳوٺ ڏڏا تي باڊهه ۽ ڏرڪري ٿاڻي جي پوليس ڊي ايس پي ڏرڪري ۽ ايس ايڇ او باڊهه جي اڳواڻي ۾ چڙهائي ڪري /ڏسو صفحو 2 بقايا 63 [871,1680,1148,1699]
brief-title: ٻني عاقل ۾ صحافين تي تشدد جو جوابدار گرفتار ڪرڻ جو مطالبو [727,1422,866,1452]
body-text: گهوٽڪي (د ر) پ پ ايم اين اي محمد بخش خان مهر چيو آهي ته پورهيت طبقي جي ترقي ۽ خوشحالي دراصل قوم ۽ ملڪ جي /ڏسو صفحو 2 بقايا 7 [437,801,718,822]
body-text: ميروخان (رپورٽر) مزدورن جي عالمي ڏينهن جي موقعي تي آل رائيس مل مزدور يونين ۽ وطن دوست مزدور فيڊريشن تعلقي /ڏسو صفحو 2 بقايا 32 [727,1198,866,1237]
body-text: خيرپور (س ر) مختلف علائقن ۾ گهرن ڪرڻ سبب ماڻهو کليل آسمان هيٺ رهڻ تي مجبور /ڏسو صفحو 2 بقايا 19 [727,174,866,205]
body-text: گهوٽڪي (د ر) گهوٽڪي ۾ ايوان زراعت جي اڳواڻن خادم حسين چاچڙ، عبدالمجيد /ڏسو صفحو 2 بقايا 60 [286,1243,428,1272]
subhead: ٻاءِ پاس وٽ حادثي جي نتيجي ۾ اصغر خاصخيلي زخمي ٿي پيو [871,492,1148,505]
subhead: عجيب ولد پٺاڻ جون سولر پليٽون چوري ٿيون يا نه اسان کي ڪا به خبر ناهي، پر مخالفين رڻ ٻاريو آهي [727,769,1148,782]
subhead: استاد ڊيوٽي تي نه ٿو اچي، کاتي جا آفيسر نوٽيس نٿا وٺن: ڳوٺاڻا [2,686,280,700]
headline: ڪنب پرسان حادثي ۾ زخمي ٿيل نوجوان فوت ٿي ويو [437,28,718,54]
subhead: گمبٽ جي گمس اسپتال ۾ زخمن جا سور نه سهندي نوجوان فوت ٿي ويو [437,71,718,84]
body-text: سيوهڻ (ن ع ا) سيوهڻ ۾ مزدورن جي عالمي ڏينهن تي شڪاگو جي شهيدن کي سلام پيش ڪرڻ لاءِ آل پاڪستان واپڊا هائيڊرو /ڏسو صفحو 2 بقايا 48 [437,1655,718,1675]
subhead: گهرن تي حملو ڪري ٽن عورتن سميت سعيد ۽ صابر لاشاري کي لٺين هٿي زخمي ڪيو: متاثر [727,81,1148,95]
headline: لاڙڪاڻي لڳ جهيڙو، 3 عورتن سميت 5 ڄڻا زخمي، پوليس خلاف احتجاج [727,28,1148,63]
body-text: سيوهڻ (ن ع ا) سيوهڻ جي قاضي محلي ۾ صحافي جي گهر ۾ رات دير سان 2 چورن داخل ٿي /ڏسو صفحو 2 بقايا 30 [727,668,866,714]
headline: ٻلوري ۾ ڊاڪٽر جي ڪلينڪ تان ڇهون ڀيرو چوري، شهرين جو احتجاج [2,1170,280,1200]
body-text: ڪڪڙ (ن ع ا) ڪڪڙ يوسي جي ڳوٺ الاهي بخش بوزدار بنيادي سهولتن کان محروم بڻيل عورتن سميت 30 کان وڌيڪ ڳوٺاڻا ڪاري ڪامڻ /ڏسو صفحو 2 بقايا 39 [871,1398,1148,1417]
subhead: حسن پور ٻاڙي واسڻ شبيران خاتون ڌيءَ عروج سميت احتجاج ڪيو [871,293,1148,307]
body-text: ميرپوربٺورو (ن ع ا) ميرپوربٺورو ٻائي پاس روڊ تي شديد زخمي نوجوان جي تعلقي اسپتال ميرپوربٺورو منتقل ڪيو ويو جتي زخمي نوجوان /ڏسو صفحو 2 بقايا 12 [871,523,1148,541]
headline: سنڌ ۾ بند پيل ٽرينن جي بحالي لاءِ احتجاجي تحريڪ تيز، جامشوري ۾ احتجاج [727,942,1148,976]
subhead: پاڪستان پيپلز پارٽي هميشه مزدورن جي ڀلائي ۽ بهبود لاءِ قانونسازي ڪئي [437,772,718,785]
subhead: ٽريڊ يونين اتحاد، هائيڊرو اليڪٽرڪ ورڪرز يونين ۽ ٻين تنظيمن پاران ريليون ڪڍيون ويون [727,1548,1148,1562]
subhead: ٻه ڏينهن اڳ ڪار ۽ موٽرسائيڪل جي ٽڪر ۾ ڪامران شيخ زخمي ٿي پيو هو [437,57,718,69]
subhead: زال کي به ڪٽي گهليو ۽ اڇلائي هليا ويا، آءِ جي، ڊي آءِ جي نوٽيس وٺن: مطالبو [871,1665,1148,1678]
brief-title: ڪار ۽ موٽرسائيڪل جي ٽڪر ۾ [286,157,428,173]
body-text: سنڌڙي (ن ع ا) سنڌڙي پرسان ڳوٺ ۾ ٻارن جي جسم تي پاڻي سان ڀريل داڻا ظاهر ٿيڻ سبب وارث پريشان /ڏسو صفحو 2 بقايا 40 [871,1484,1148,1501]
body-text: ڪنڌ ڪوٽ (د ر) ڪنڌ ڪوٽ عيد جي ٽيهن ڏينهن کان ڪچي ۾ اغوا ٿيل محراب ملڪ کي پوليس بازياب نه ڪرائي سگهي مغوين جي گهر /ڏسو صفحو 2 بقايا 22 [2,617,280,636]
body-text: خيرپور (س ر) خيرپور جي مختلف علائقن ۾ ارڙيءَ جي بيماري وبائي صورت اختيار ڪري وئي، سوين معصوم ٻارڙا موذي مرض ۾ مبتلا ٿي ويا. خيرپور جي مختلف علائقن واري ڳوٺن رانئا /ڏسو صفحو 2 بقايا 57 [286,1368,428,1437]
body-text: سئي گس شهر ۾ پاڪ ڪتاب کڻي دڪاندارن ۽ شهرين کان مدد جي اپيل ڪئي وئي، ڪجهه /ڏسو صفحو 2 بقايا 43 [2,1035,212,1054]
subhead: سنڌ سرڪار ۽ صوبائي وزير صحت نوٽيس وٺي ٻارن جو علاج ڪرائي زندگي بچائي: مطالبو [727,1317,1148,1332]
body-text: جامشورو (رپورٽ: صدر جوڻيجو) روهڙي کان ڪوٽڙي ۽ ڪراچي کان ڪوٽڙي لائين وايا جيڪب آباد، لاڙڪاڻو، دادو، سيوهڻ /ڏسو صفحو 2 بقايا 50 [727,1030,866,1053]
news-photo [578,452,718,575]
subhead: چاچڙ پل پرسان ڪوسا ۽ رند برادري جي ماڻهن ۾ مال جي معاملي تان جهيڙو ٿي پيو [437,869,857,883]
news-photo [437,452,573,575]
subhead: انڊس هاءِ وي تي حادثي جي نتيجي ۾ ريما پيو موقعي تي فوت [871,658,1148,671]
headline: ڪنڌڪوٽ واٿڙو نينگري کي ٽرالر جو ٽڪر، فوت [871,622,1148,655]
subhead: نينگري ڪشمور واسڻ ٻڌائي ٿي، وارثن جي تلاش ڪري رهيا آهيون: پوليس [2,417,280,432]
headline: سيوهڻ ۾ پورهيتن جي عالمي ڏهاڙي تي ڌار ڌار ريليون [437,1607,718,1636]
body-text: سکر (ن ع ا) پسند جي شادي ڪندڙ عورت ۽ سندس همراهه کي پوليس گرفتار ڪري ورتو /ڏسو صفحو 2 بقايا 41 [437,1160,718,1180]
headline: ڪولاب جيئل پرسان مبينا قتل ٿيل پيرسن جو ڪيس داخل نه ٿيو! [437,285,718,312]
headline: نوجوان ٽيڪسي ڊرائيور جا قاتل گرفتار ڪريو، ماٿيلي ۾ وارثن جو احتجاج [2,731,428,765]
headline: رتوديرو ۾ بيواهه جو ڌيءَ سميت بااثر خلاف احتجاج [871,265,1148,290]
subhead: ڳوٺ خير محمد بوزدار، عاصمه، زورينه سميت 3 ٻار فوت ٿي ويا، سون جي تعداد ۾ ٻار بيمار آهن: سلطان [727,1283,1148,1298]
subhead: ضروري دوائن ۽ حفاظتي سامان فراهم ڪيو ويو آهي: ايم ايس شاهد جوڻيجو [2,1591,280,1606]
news-photo [437,1250,718,1420]
body-text: ميرپوربٺورو (ن ع ا) ميرپوربٺورو ۾ گذريل رات دير سان نيشنل بئنڪ پرسان قائم سونو لاجسٽ ڊاڪٽر اياز خواجه جي ڪلينڪ تان نامعلوم /ڏسو صفحو 2 بقايا 52 [2,1253,280,1272]
subhead: جهيڙي سبب محمد عالم، عاشق ڪرس، شير محمد ڪوسو ۽ ٻيا زخمي ٿي پيا آهن [437,885,857,899]
subhead: رپورٽ ٿاڻي تي داخل ڪرائڻ باوجود پوليس گهرواري کي بازياب ڪرائڻ لاءِ ڪي به قدم نه کنيا آهن: مڙس [2,516,428,531]
subhead: پوليس اهلڪارن جا تالا ٽوڙي پيچ ڀاهه ڪئي، پوليس پٽ ذاڪر جي ڳولها ڪئي: پيرسن [871,1650,1148,1663]
subhead: پوليس چوڪيدار اڪرم جت کي گم ڪري ڇڏيو آهي، آزاد ڪرايو وڃي: مطالبو [437,1565,718,1579]
subhead: 10 کان وڌيڪ سول ڪپڙن وارا پٽ الله رکيو عرف آفاق منگي کي ڪنيي ويا آهن: علي نواز منگي [2,315,428,330]
brief-title: ڪنڊڻ ۾ مڇي جي هزارن نسل ڪشي، مهاڻن جون دانهون [727,536,866,569]
headline: صدرجي پٽيون مان 3 ٻارن جي ماءُ مبينا طور اغوا، مڙس جو پاڪ ڪتاب کڻي احتجاج [2,461,428,497]
page-header-dateline: روزاني عوامي آواز (8) اڱارو 2 مئي 2023 ع [441,3,739,23]
photo-caption: باڊهه: ڳوٺ ڏڏا واسي پوليس جي چڙهائي خلاف پاڪ ڪتاب کڻي احتجاج ڪندي [872,1849,1147,1859]
subhead: ڪنگري، گمبٽ ۽ ٻين علائقن ۾ ٻيلي جي هزارين ايڪڙ زمين تي بااثرن قبضا ڪيا آهن [437,964,718,977]
body-text: سيهارجا (ن ع ا) ڪجهه ڏينهن اڳ بي دردي سان قتل ٿيل نوجوان مقتول ارشد شر جي وارثن پاران قاتلن جي گرفتاري لاءِ [215,1035,428,1054]
subhead: ڳوٺ صاحب خان ڳوپانگ جي رهواسي علي نواز منگي عورتن سميت احتجاج ڪيو [2,298,428,313]
subhead: نوجوان ڏهاڙي ته ڊرائيور هو، عرفان چچڻ کي پوليس ناحق قتل ڪيو: وارث [2,785,428,800]
headline: سوڀوديرو پرسان پسند جي شادي ڪندڙ جوڙي جو احتجاج [437,1183,718,1208]
subhead: عرفان چچڻ جي والدين عورتن سميت ايس ايس پي ۽ پوليس خلاف احتجاج ڪيو [2,767,428,782]
subhead: ٽائيم ڏنو وڃي ته ڪارروائي ڪري ڏوهه واپس ڪرايان: ايس ايڇ او جي خاطري تي ڌرڻو ختم [727,439,1148,455]
subhead: قرآن پاڪ کڻي وڃڻ باوجود حملا ڪيا پيا وڃن، اسان کي زخمي ڪيو ويو آهي، انصاف ڪيو وڃي: متاثر [727,784,1148,797]
subhead: ڌمڪيون ڏنيون پيون وڃن، پوليس ٻڌي نٿي، واهر ڪئي وڃي: متاثر جي گهر [437,415,718,428]
subhead: شهر ۾ وڌندڙ بدامني ۽ ميڊيڪل اسٽور مالڪ کان 7 لک رپيا ڦر واقعي خلاف احتجاجي مظاهرو ڪيو ويو [2,1662,428,1676]
subhead: چيف جسٽس معاملي جو نوٽيس وٺي پٽ کي آزاد ڪرائي، بيچيني ختم ڪري [2,333,428,348]
body-text: فريد آباد (ن ع ا) فريدآباد پرسان 3 گهرن کي باهه لڳي وئي 2 بڪريون 15 مڻ ڪڻڪ هنڌ بسترا ٽينٽ 10 هزار روڪ ۽ ٻيو سامان /ڏسو صفحو 2 بقايا 28 [871,602,1148,620]
subhead: خوراڪ کاتي جي ٽيم واپارين جا 20 گدام ۽ دڪانن کي سيل ڪري ڇڏيا [2,1507,280,1522]
subhead: مينهن جا پئسا وٺڻ ويس ته هن تشدد ڪيو ڌيءَ به زخمي ٿي [871,324,1148,338]
headline: فريد آباد پرسان 3 گهرن کي باهه، الهه تلهه سڙي خاڪ [871,543,1148,568]
subhead: پوليس طرفان مغوي بازياب نه ٿيڻ بعد مجبور ڏاڍيلن وٽ وڃي رهيا آهيون: وارث [2,601,280,615]
